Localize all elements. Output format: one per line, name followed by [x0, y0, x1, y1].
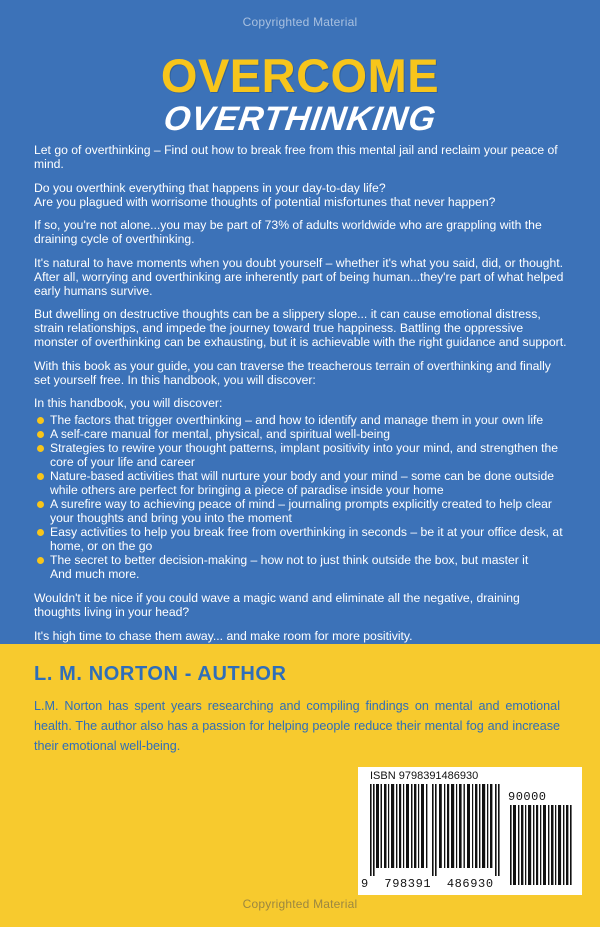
list-item: A surefire way to achieving peace of mind – journaling prompts explicitly created to help clear your thoughts and bring you into the moment	[34, 497, 568, 525]
paragraph: But dwelling on destructive thoughts can be a slippery slope... it can cause emotional distress, strain relationships, and impede the journey toward true happiness. Battling the oppressive monster of overthinking can be exhausting, but it is achievable with the right guidance and support.	[34, 307, 567, 349]
paragraph: Are you plagued with worrisome thoughts of potential misfortunes that never happen?	[34, 194, 496, 209]
isbn-label: ISBN 9798391486930	[370, 770, 479, 782]
list-item: Strategies to rewire your thought patterns, implant positivity into your mind, and strengthen the core of your life and career	[34, 441, 568, 469]
paragraph: Wouldn't it be nice if you could wave a magic wand and eliminate all the negative, draining thoughts living in your head?	[34, 591, 520, 619]
paragraph: Let go of overthinking – Find out how to break free from this mental jail and reclaim your peace of mind.	[34, 143, 558, 171]
bullet-list	[34, 413, 568, 581]
price-code: 90000	[508, 790, 547, 804]
paragraph: It's high time to chase them away... and make room for more positivity.	[34, 628, 413, 643]
title-overthinking: OVERTHINKING	[161, 100, 439, 138]
list-item: A self-care manual for mental, physical, and spiritual well-being	[34, 427, 568, 441]
list-item-and-more: And much more.	[50, 567, 140, 581]
barcode-addon-bars	[510, 805, 572, 885]
copyright-watermark-bottom: Copyrighted Material	[242, 897, 358, 911]
list-item: Nature-based activities that will nurture your body and your mind – some can be done outside while others are perfect for bringing a piece of paradise inside your home	[34, 469, 568, 497]
list-item: The factors that trigger overthinking – and how to identify and manage them in your own life	[34, 413, 568, 427]
isbn-barcode	[358, 767, 582, 895]
paragraph: If so, you're not alone...you may be part of 73% of adults worldwide who are grappling with the draining cycle of overthinking.	[34, 218, 542, 246]
title-overcome: OVERCOME	[160, 49, 440, 102]
paragraph: It's natural to have moments when you doubt yourself – whether it's what you said, did, or thought. After all, worrying and overthinking are inherently part of being human...they're part of what helped early humans survive.	[34, 255, 564, 298]
discover-label: In this handbook, you will discover:	[34, 396, 223, 410]
barcode-digits: 9 798391 486930	[361, 877, 494, 891]
list-item: Easy activities to help you break free from overthinking in seconds – be it at your office desk, at home, or on the go	[34, 525, 568, 553]
paragraph: With this book as your guide, you can traverse the treacherous terrain of overthinking and finally set yourself free. In this handbook, you will discover:	[34, 358, 551, 387]
author-bio: L.M. Norton has spent years researching and compiling findings on mental and emotional health. The author also has a passion for helping people reduce their mental fog and increase their emotional well-being.	[34, 699, 560, 753]
barcode-main-bars	[370, 784, 500, 876]
description-text	[34, 143, 568, 652]
paragraph: Do you overthink everything that happens in your day-to-day life?	[34, 180, 386, 195]
list-item: The secret to better decision-making – how not to just think outside the box, but master it	[34, 553, 568, 567]
author-heading: L. M. NORTON - AUTHOR	[34, 663, 287, 685]
copyright-watermark-top: Copyrighted Material	[242, 15, 358, 29]
